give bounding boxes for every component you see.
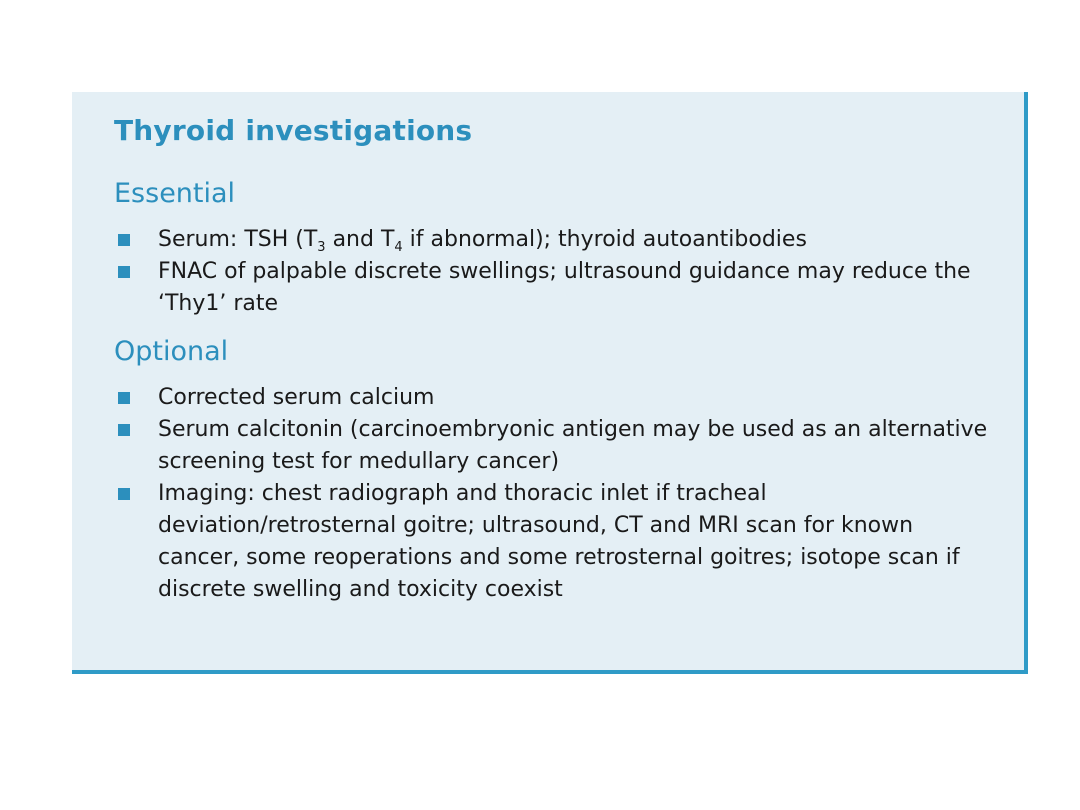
item-text: FNAC of palpable discrete swellings; ultrasound guidance may reduce the ‘Thy1’ rate	[158, 259, 971, 316]
square-bullet-icon	[118, 488, 130, 500]
item-text: Corrected serum calcium	[158, 385, 435, 410]
list-item	[114, 414, 994, 478]
square-bullet-icon	[118, 392, 130, 404]
t4-subscript: 4	[394, 240, 403, 255]
and-text: and T	[325, 227, 395, 252]
square-bullet-icon	[118, 424, 130, 436]
serum-prefix: Serum: TSH (T	[158, 227, 318, 252]
list-item	[114, 224, 994, 256]
essential-heading: Essential	[114, 178, 236, 209]
optional-heading: Optional	[114, 336, 229, 367]
list-item	[114, 256, 994, 320]
optional-list	[114, 382, 994, 606]
box-title: Thyroid investigations	[114, 114, 473, 147]
list-item	[114, 382, 994, 414]
item-text: Imaging: chest radiograph and thoracic inlet if tracheal deviation/retrosternal goitre; ultrasound, CT and MRI scan for known cancer, some reoperations and some retrosternal goitres; isotope scan if discrete swelling and toxicity coexist	[158, 481, 960, 602]
t3-subscript: 3	[317, 240, 326, 255]
square-bullet-icon	[118, 266, 130, 278]
thyroid-investigations-box	[72, 92, 1028, 674]
essential-list	[114, 224, 994, 320]
serum-suffix: if abnormal); thyroid autoantibodies	[402, 227, 807, 252]
square-bullet-icon	[118, 234, 130, 246]
list-item	[114, 478, 994, 606]
item-text: Serum calcitonin (carcinoembryonic antigen may be used as an alternative screening test for medullary cancer)	[158, 417, 988, 474]
